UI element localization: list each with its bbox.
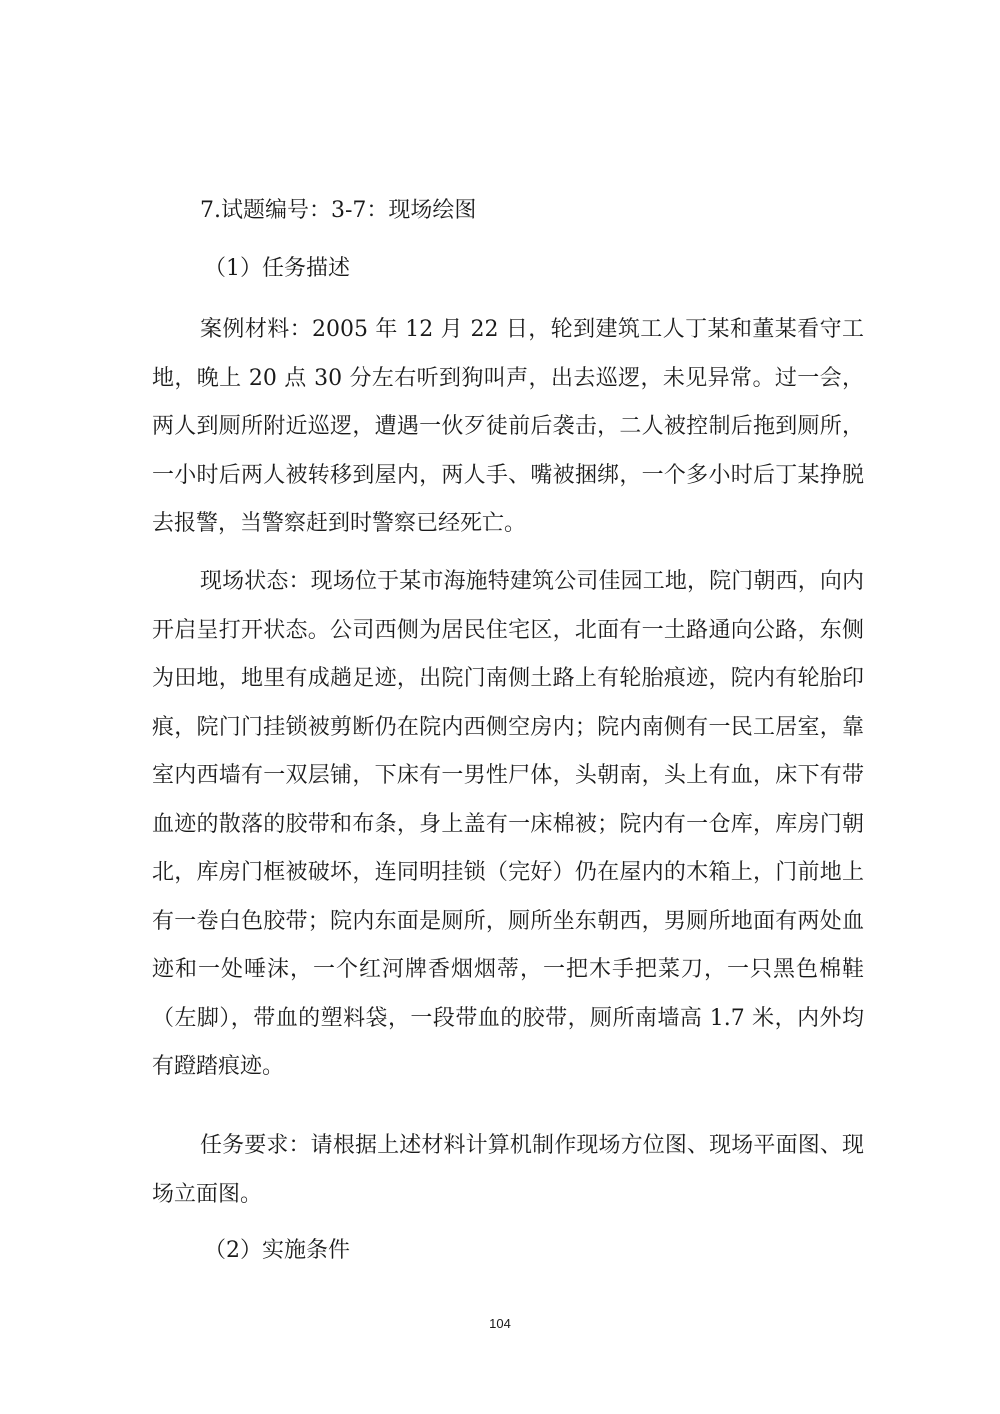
scene-status-paragraph: 现场状态：现场位于某市海施特建筑公司佳园工地，院门朝西，向内开启呈打开状态。公司西侧为居民住宅区，北面有一土路通向公路，东侧为田地，地里有成趟足迹，出院门南侧土路上有轮胎痕迹，院内有轮胎印痕，院门门挂锁被剪断仍在院内西侧空房内；院内南侧有一民工居室，靠室内西墙有一双层铺，下床有一男性尸体，头朝南，头上有血，床下有带血迹的散落的胶带和布条，身上盖有一床棉被；院内有一仓库，库房门朝北，库房门框被破坏，连同明挂锁（完好）仍在屋内的木箱上，门前地上有一卷白色胶带；院内东面是厕所，厕所坐东朝西，男厕所地面有两处血迹和一处唾沫，一个红河牌香烟烟蒂，一把木手把菜刀，一只黑色棉鞋（左脚），带血的塑料袋，一段带血的胶带，厕所南墙高 1.7 米，内外均有蹬踏痕迹。 [152, 569, 864, 1079]
task-requirement-paragraph: 任务要求：请根据上述材料计算机制作现场方位图、现场平面图、现场立面图。 [152, 1133, 864, 1207]
section-title-conditions: （2）实施条件 [204, 1238, 350, 1263]
page-number: 104 [489, 1316, 511, 1331]
section-title-task-description: （1）任务描述 [204, 256, 350, 281]
question-heading: 7.试题编号：3-7：现场绘图 [200, 198, 477, 223]
case-material-paragraph: 案例材料：2005 年 12 月 22 日，轮到建筑工人丁某和董某看守工地，晚上 20 点 30 分左右听到狗叫声，出去巡逻，未见异常。过一会，两人到厕所附近巡逻，遭遇一伙歹徒前后袭击，二人被控制后拖到厕所，一小时后两人被转移到屋内，两人手、嘴被捆绑，一个多小时后丁某挣脱去报警，当警察赶到时警察已经死亡。 [152, 317, 864, 536]
